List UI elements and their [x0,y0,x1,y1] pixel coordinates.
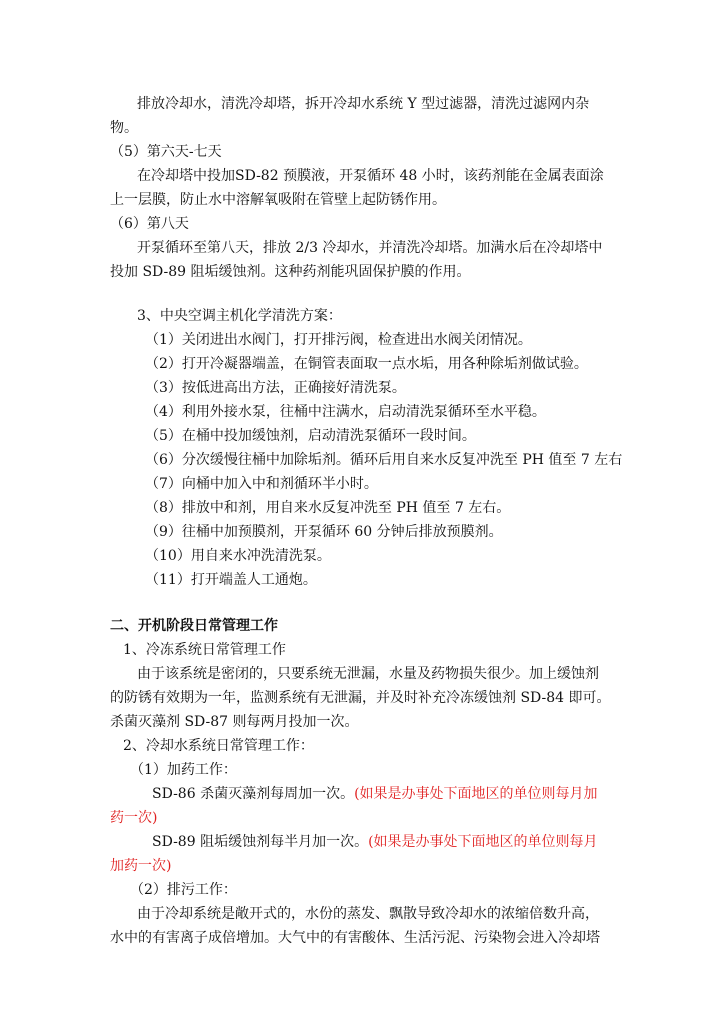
list-item: （4）利用外接水泵，往桶中注满水，启动清洗泵循环至水平稳。 [145,404,546,420]
list-item: （8）排放中和剂，用自来水反复冲洗至 PH 值至 7 左右。 [145,500,511,516]
red-note: 加药一次) [110,858,172,874]
text-line: 排放冷却水，清洗冷却塔，拆开冷却水系统 Y 型过滤器，清洗过滤网内杂 [137,96,590,112]
text-line: 上一层膜，防止水中溶解氧吸附在管壁上起防锈作用。 [110,192,446,208]
text-line: 水中的有害离子成倍增加。大气中的有害酸体、生活污泥、污染物会进入冷却塔 [110,930,600,946]
list-item: （7）向桶中加入中和剂循环半小时。 [145,476,378,492]
list-item: （6）分次缓慢往桶中加除垢剂。循环后用自来水反复冲洗至 PH 值至 7 左右 [145,452,623,468]
red-note: (如果是办事处下面地区的单位则每月 [368,834,598,850]
section-heading: （5）第六天-七天 [110,144,222,160]
list-item: （10）用自来水冲洗清洗泵。 [145,548,331,564]
section-heading: 1、冷冻系统日常管理工作 [123,642,286,658]
red-note: 药一次) [110,810,158,826]
section-heading: （6）第八天 [110,216,189,232]
list-item: （9）往桶中加预膜剂，开泵循环 60 分钟后排放预膜剂。 [145,524,503,540]
text-line: 杀菌灭藻剂 SD-87 则每两月投加一次。 [110,714,359,730]
text-line [152,785,598,803]
text-span: SD-89 阻垢缓蚀剂每半月加一次。 [152,834,369,850]
text-line: 在冷却塔中投加SD-82 预膜液，开泵循环 48 小时，该药剂能在金属表面涂 [137,168,604,184]
text-line [152,833,598,851]
list-item: （5）在桶中投加缓蚀剂，启动清洗泵循环一段时间。 [145,428,476,444]
list-item: （2）打开冷凝器端盖，在铜管表面取一点水垢，用各种除垢剂做试验。 [145,356,588,372]
list-item: （11）打开端盖人工通炮。 [145,572,317,588]
text-line: 由于该系统是密闭的，只要系统无泄漏，水量及药物损失很少。加上缓蚀剂 [137,666,599,682]
text-line: 的防锈有效期为一年，监测系统有无泄漏，并及时补充冷冻缓蚀剂 SD-84 即可。 [110,690,611,706]
section-heading: 3、中央空调主机化学清洗方案： [137,308,342,324]
list-item: （3）按低进高出方法，正确接好清洗泵。 [145,380,406,396]
sub-heading: （2）排污工作： [130,882,237,898]
red-note: (如果是办事处下面地区的单位则每月加 [354,786,598,802]
text-line: 投加 SD-89 阻垢缓蚀剂。这种药剂能巩固保护膜的作用。 [110,264,471,280]
section-heading: 2、冷却水系统日常管理工作： [123,738,314,754]
text-line: 物。 [110,120,138,136]
text-span: SD-86 杀菌灭藻剂每周加一次。 [152,786,355,802]
sub-heading: （1）加药工作： [130,762,237,778]
text-line: 开泵循环至第八天，排放 2/3 冷却水，并清洗冷却塔。加满水后在冷却塔中 [137,240,603,256]
chapter-heading: 二、开机阶段日常管理工作 [110,618,278,634]
text-line: 由于冷却系统是敞开式的，水份的蒸发、飘散导致冷却水的浓缩倍数升高， [137,906,599,922]
list-item: （1）关闭进出水阀门，打开排污阀，检查进出水阀关闭情况。 [145,332,532,348]
